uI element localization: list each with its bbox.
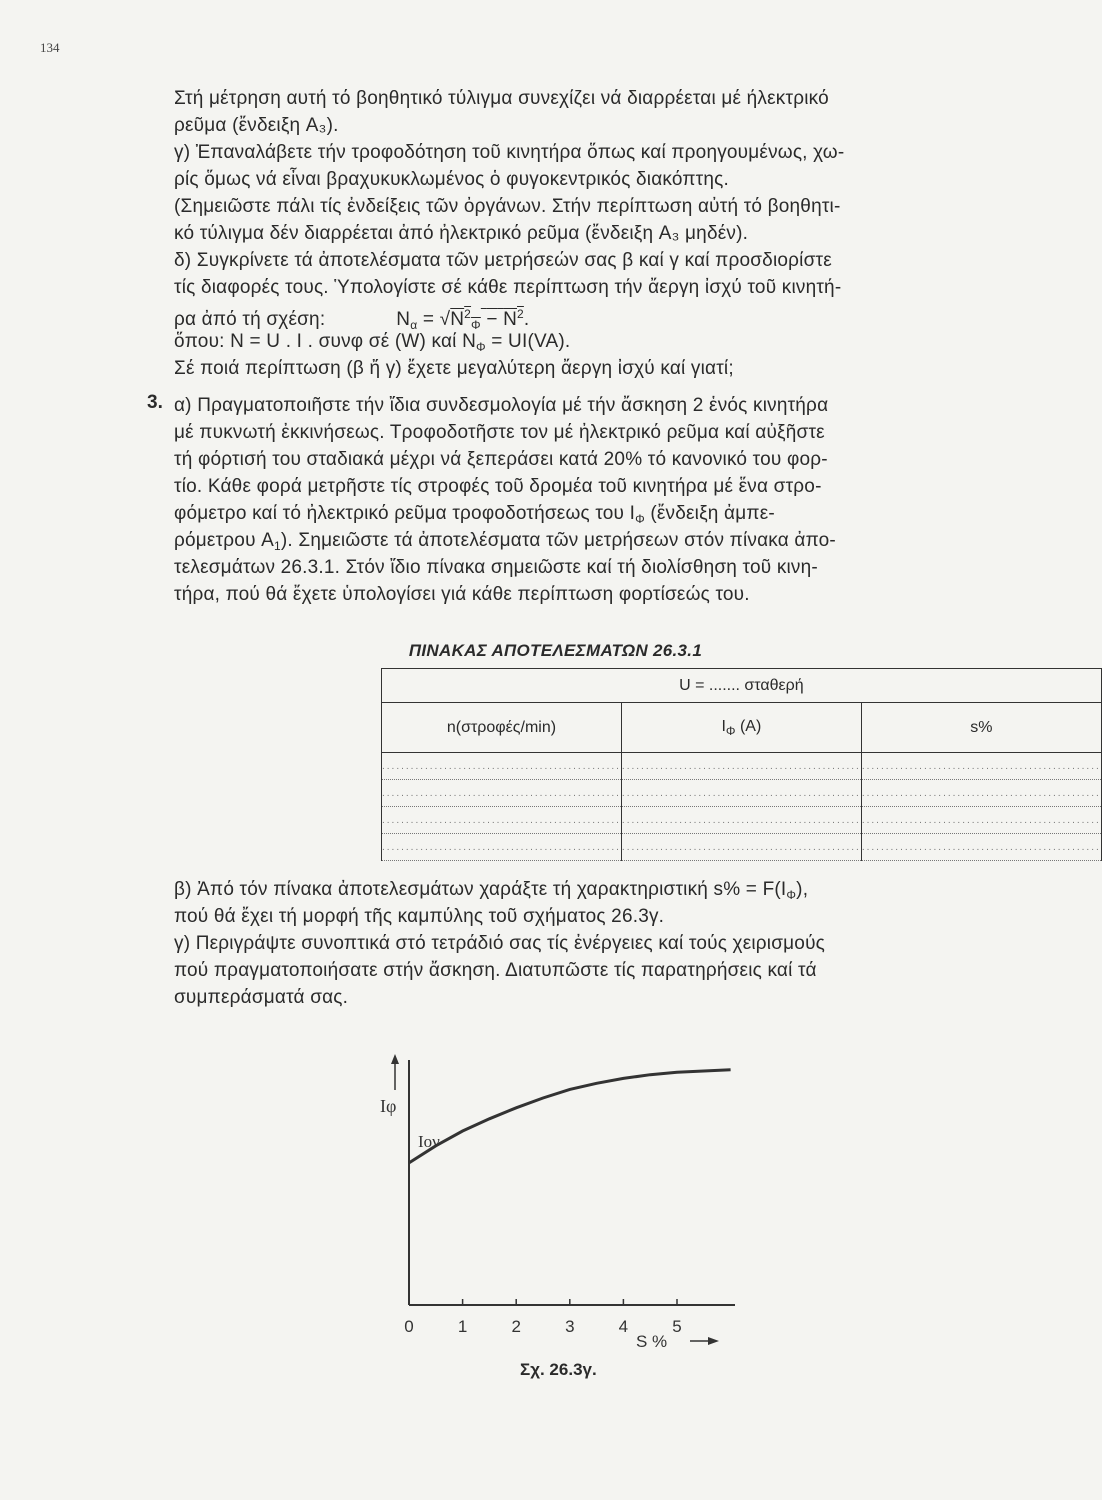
x-tick-label: 3: [565, 1317, 575, 1336]
table-cell: ..................................................: [621, 780, 861, 807]
radicand-a-sub: Φ: [471, 318, 481, 332]
amp-sub: 1: [274, 539, 281, 553]
beta-sub: Φ: [786, 888, 797, 902]
radicand-minus: −: [486, 309, 498, 330]
text-line: πού πραγματοποιήσατε στήν ἄσκηση. Διατυπῶστε τίς παρατηρήσεις καί τά: [174, 960, 817, 981]
text-line: τίς διαφορές τους. Ὑπολογίστε σέ κάθε περίπτωση τήν ἄεργη ἰσχύ τοῦ κινητή-: [174, 277, 842, 298]
table-cell: ..................................................: [861, 834, 1101, 861]
table-cell: ..................................................: [861, 807, 1101, 834]
text-line: γ) Περιγράψτε συνοπτικά στό τετράδιό σας τίς ἐνέργειες καί τούς χειρισμούς: [174, 933, 826, 954]
meter-b: (ἔνδειξη ἀμπε-: [644, 503, 775, 524]
formula-lhs-sub: α: [410, 318, 418, 332]
meter-sub: Φ: [635, 512, 645, 526]
annotation-label: Iον: [418, 1132, 440, 1151]
col2-sub: Φ: [725, 723, 736, 738]
sqrt-sign: √: [439, 309, 451, 330]
formula-eq: =: [422, 309, 435, 330]
text-line: ρίς ὅμως νά εἶναι βραχυκυκλωμένος ὁ φυγοκεντρικός διακόπτης.: [174, 169, 729, 190]
text-line: δ) Συγκρίνετε τά ἀποτελέσματα τῶν μετρήσεών σας β καί γ καί προσδιορίστε: [174, 250, 832, 271]
meter-a: φόμετρο καί τό ἠλεκτρικό ρεῦμα τροφοδοτήσεως του I: [174, 503, 636, 524]
beta-b: ),: [796, 879, 809, 900]
text-line: τελεσμάτων 26.3.1. Στόν ἴδιο πίνακα σημειῶστε καί τή διολίσθηση τοῦ κινη-: [174, 557, 818, 578]
y-axis-arrowhead: [391, 1054, 399, 1064]
text-line: τή φόρτισή του σταδιακά μέχρι νά ξεπεράσει κατά 20% τό κανονικό του φορ-: [174, 449, 828, 470]
text-line: Στή μέτρηση αυτή τό βοηθητικό τύλιγμα συνεχίζει νά διαρρέεται μέ ήλεκτρικό: [174, 88, 829, 109]
col-header-speed: n(στροφές/min): [382, 703, 622, 753]
table-cell: ..................................................: [382, 780, 622, 807]
where-sub: Φ: [476, 340, 486, 354]
x-tick-label: 0: [404, 1317, 414, 1336]
text-line: (Σημειῶστε πάλι τίς ἐνδείξεις τῶν ὀργάνων. Στήν περίπτωση αὐτή τό βοηθητι-: [174, 196, 841, 217]
table-cell: ..................................................: [621, 753, 861, 780]
table-cell: ..................................................: [382, 807, 622, 834]
table-cell: ..................................................: [621, 807, 861, 834]
table-title: ΠΙΝΑΚΑΣ ΑΠΟΤΕΛΕΣΜΑΤΩΝ 26.3.1: [408, 641, 703, 660]
text-line: γ) Ἐπαναλάβετε τήν τροφοδότηση τοῦ κινητήρα ὅπως καί προηγουμένως, χω-: [174, 142, 845, 163]
x-tick-label: 1: [457, 1317, 468, 1336]
x-axis-label: S %: [636, 1332, 668, 1351]
table-cell: ..................................................: [382, 753, 622, 780]
radicand-a: N: [450, 309, 465, 330]
col-header-slip: s%: [861, 703, 1101, 753]
radicand-b: N: [503, 309, 518, 330]
text-line: συμπεράσματά σας.: [174, 987, 349, 1008]
page-number: 134: [40, 40, 60, 55]
amp-b: ). Σημειῶστε τά ἀποτελέσματα τῶν μετρήσεων στόν πίνακα ἀπο-: [280, 530, 836, 551]
table-cell: ..................................................: [621, 834, 861, 861]
item-number: 3.: [147, 392, 163, 413]
text-line: κό τύλιγμα δέν διαρρέεται ἀπό ἠλεκτρικό ρεῦμα (ἔνδειξη A₃ μηδέν).: [174, 223, 749, 244]
table-cell: ..................................................: [382, 834, 622, 861]
text-line: τίο. Κάθε φορά μετρῆστε τίς στροφές τοῦ δρομέα τοῦ κινητήρα μέ ἕνα στρο-: [174, 476, 822, 497]
formula-lead: ρα ἀπό τή σχέση:: [174, 309, 326, 330]
y-axis-label: Iφ: [380, 1096, 397, 1116]
x-tick-label: 5: [672, 1317, 682, 1336]
amp-a: ρόμετρου A: [174, 530, 275, 551]
table-header-top: U = ....... σταθερή: [382, 669, 1102, 703]
col2-a: I: [721, 717, 726, 735]
text-line: α) Πραγματοποιῆστε τήν ἴδια συνδεσμολογία μέ τήν ἄσκηση 2 ἑνός κινητήρα: [174, 395, 829, 416]
text-line: μέ πυκνωτή ἐκκινήσεως. Τροφοδοτῆστε τον μέ ἠλεκτρικό ρεῦμα καί αὐξῆστε: [174, 422, 825, 443]
text-line: τήρα, πού θά ἔχετε ὑπολογίσει γιά κάθε περίπτωση φορτίσεώς του.: [174, 584, 750, 605]
table-cell: ..................................................: [861, 780, 1101, 807]
text-line: ρεῦμα (ἔνδειξη A₃).: [174, 115, 339, 136]
question-line: Σέ ποιά περίπτωση (β ἤ γ) ἔχετε μεγαλύτερη ἄεργη ἰσχύ καί γιατί;: [174, 358, 734, 379]
figure-caption: Σχ. 26.3γ.: [520, 1360, 597, 1379]
x-tick-label: 4: [618, 1317, 629, 1336]
formula-period: .: [523, 309, 530, 330]
radicand-b-sup: 2: [517, 307, 524, 321]
series-line: [409, 1070, 731, 1163]
radicand-a-sup: 2: [464, 307, 472, 321]
beta-a: β) Ἀπό τόν πίνακα ἀποτελεσμάτων χαράξτε τή χαρακτηριστική s% = F(I: [174, 879, 787, 900]
text-line: πού θά ἔχει τή μορφή τῆς καμπύλης τοῦ σχήματος 26.3γ.: [174, 906, 665, 927]
where-b: = UI(VA).: [485, 331, 571, 352]
formula-lhs: N: [396, 309, 411, 330]
where-a: ὅπου: N = U . I . συνφ σέ (W) καί N: [174, 331, 477, 352]
x-tick-label: 2: [511, 1317, 521, 1336]
col2-b: (A): [735, 717, 762, 735]
x-axis-arrowhead: [708, 1337, 719, 1345]
table-cell: ..................................................: [861, 753, 1101, 780]
